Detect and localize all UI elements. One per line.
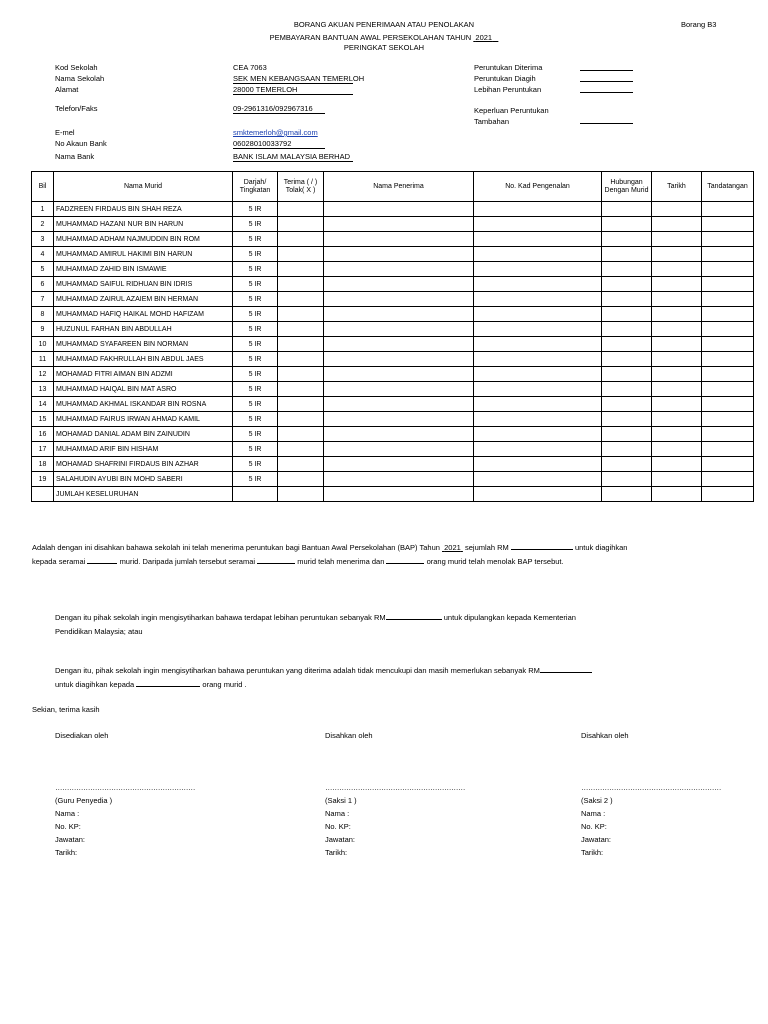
cell-bil: 12 [32,367,54,382]
cell-nama-penerima[interactable] [324,217,474,232]
cell-darjah: 5 IR [233,277,278,292]
keperluan-field[interactable] [580,123,633,124]
form-title-line1: BORANG AKUAN PENERIMAAN ATAU PENOLAKAN [293,20,475,29]
cell-darjah: 5 IR [233,367,278,382]
signature-role: (Saksi 1 ) [325,796,357,805]
cell-kad[interactable] [474,262,602,277]
table-header-row [32,172,754,202]
cell-tarikh[interactable] [652,262,702,277]
table-row [32,382,754,397]
paragraph-confirmation: Adalah dengan ini disahkan bahawa sekolah ini telah menerima peruntukan bagi Bantuan Awal Persekolahan (BAP) Tahun 2021 sejumlah RM untuk diagihkan kepada seramai murid. Daripada jumlah tersebut seramai murid telah menerima dan orang murid telah menolak BAP tersebut. [32,543,628,566]
cell-tarikh[interactable] [652,217,702,232]
cell-tandatangan[interactable] [702,457,754,472]
cell-nama-penerima[interactable] [324,247,474,262]
cell-tandatangan[interactable] [702,262,754,277]
nama-sekolah-label: Nama Sekolah [55,74,105,83]
header-hubungan: Hubungan Dengan Murid [602,172,652,202]
table-row [32,367,754,382]
cell-terima[interactable] [278,292,324,307]
form-title-line3: PERINGKAT SEKOLAH [343,43,425,52]
table-total-row [32,487,754,502]
table-row [32,292,754,307]
table-row [32,202,754,217]
cell-darjah: 5 IR [233,307,278,322]
table-row [32,397,754,412]
cell-nama-penerima[interactable] [324,472,474,487]
cell-nama-murid: MUHAMMAD FAIRUS IRWAN AHMAD KAMIL [54,412,233,427]
akaun-value: 06028010033792 [233,139,325,149]
lebihan-field[interactable] [580,92,633,93]
cell-nama-penerima[interactable] [324,232,474,247]
cell-nama-penerima[interactable] [324,322,474,337]
cell-hubungan[interactable] [602,277,652,292]
cell-tandatangan[interactable] [702,352,754,367]
cell-hubungan[interactable] [602,307,652,322]
cell-tarikh[interactable] [652,457,702,472]
cell-nama-penerima[interactable] [324,367,474,382]
cell-nama-murid: MUHAMMAD ZAHID BIN ISMAWIE [54,262,233,277]
paragraph-lebihan: Dengan itu pihak sekolah ingin mengisytiharkan bahawa terdapat lebihan peruntukan sebanyak RM untuk dipulangkan kepada Kementerian Pendidikan Malaysia; atau [55,613,576,636]
cell-darjah: 5 IR [233,322,278,337]
cell-hubungan[interactable] [602,382,652,397]
cell-kad[interactable] [474,247,602,262]
cell-bil: 6 [32,277,54,292]
cell-darjah: 5 IR [233,427,278,442]
lebihan-label: Lebihan Peruntukan [474,85,542,94]
table-row [32,307,754,322]
cell-nama-penerima[interactable] [324,202,474,217]
cell-tarikh[interactable] [652,307,702,322]
cell-kad[interactable] [474,277,602,292]
cell-darjah: 5 IR [233,217,278,232]
signature-line: …………………………………………………… [325,783,465,792]
signature-jawatan-label: Jawatan: [325,835,356,844]
cell-tandatangan[interactable] [702,247,754,262]
form-code: Borang B3 [681,20,717,29]
cell-tarikh[interactable] [652,202,702,217]
bank-value: BANK ISLAM MALAYSIA BERHAD [233,152,353,162]
telefon-value: 09-2961316/092967316 [233,104,325,114]
signature-heading: Disahkan oleh [581,731,629,740]
cell-hubungan[interactable] [602,397,652,412]
cell-nama-murid: MOHAMAD SHAFRINI FIRDAUS BIN AZHAR [54,457,233,472]
table-row [32,337,754,352]
cell-nama-murid: MUHAMMAD AKHMAL ISKANDAR BIN ROSNA [54,397,233,412]
cell-kad[interactable] [474,307,602,322]
cell-tandatangan[interactable] [702,232,754,247]
diagih-field[interactable] [580,81,633,82]
student-table [31,171,754,502]
cell-tandatangan[interactable] [702,472,754,487]
nama-sekolah-value: SEK MEN KEBANGSAAN TEMERLOH [233,74,365,83]
cell-kad[interactable] [474,352,602,367]
signature-line: …………………………………………………… [581,783,721,792]
cell-nama-penerima[interactable] [324,412,474,427]
cell-bil: 15 [32,412,54,427]
cell-tarikh[interactable] [652,367,702,382]
akaun-label: No Akaun Bank [55,139,107,148]
cell-hubungan[interactable] [602,262,652,277]
diterima-field[interactable] [580,70,633,71]
header-darjah: Darjah/ Tingkatan [233,172,278,202]
cell-nama-penerima[interactable] [324,427,474,442]
kod-label: Kod Sekolah [55,63,98,72]
cell-hubungan[interactable] [602,427,652,442]
table-row [32,427,754,442]
cell-terima[interactable] [278,472,324,487]
bank-label: Nama Bank [55,152,95,161]
cell-bil: 19 [32,472,54,487]
cell-bil: 13 [32,382,54,397]
cell-terima[interactable] [278,382,324,397]
cell-bil: 4 [32,247,54,262]
cell-tarikh[interactable] [652,382,702,397]
total-cell [32,487,54,502]
cell-hubungan[interactable] [602,292,652,307]
table-row [32,247,754,262]
cell-hubungan[interactable] [602,457,652,472]
cell-terima[interactable] [278,397,324,412]
cell-bil: 11 [32,352,54,367]
cell-nama-murid: MUHAMMAD HAZANI NUR BIN HARUN [54,217,233,232]
cell-bil: 1 [32,202,54,217]
tambahan-rm-field[interactable] [540,665,592,673]
cell-nama-murid: MUHAMMAD SYAFAREEN BIN NORMAN [54,337,233,352]
cell-nama-murid: MUHAMMAD FAKHRULLAH BIN ABDUL JAES [54,352,233,367]
cell-darjah: 5 IR [233,472,278,487]
cell-kad[interactable] [474,202,602,217]
cell-terima[interactable] [278,367,324,382]
cell-terima[interactable] [278,442,324,457]
cell-hubungan[interactable] [602,322,652,337]
cell-kad[interactable] [474,217,602,232]
signature-jawatan-label: Jawatan: [55,835,86,844]
cell-bil: 16 [32,427,54,442]
cell-nama-murid: MUHAMMAD ZAIRUL AZAIEM BIN HERMAN [54,292,233,307]
cell-darjah: 5 IR [233,292,278,307]
cell-hubungan[interactable] [602,352,652,367]
total-cell [474,487,602,502]
cell-nama-murid: MUHAMMAD SAIFUL RIDHUAN BIN IDRIS [54,277,233,292]
cell-bil: 5 [32,262,54,277]
cell-darjah: 5 IR [233,442,278,457]
cell-tarikh[interactable] [652,397,702,412]
signature-nama-label: Nama : [581,809,606,818]
cell-bil: 9 [32,322,54,337]
cell-terima[interactable] [278,457,324,472]
cell-hubungan[interactable] [602,217,652,232]
cell-tarikh[interactable] [652,427,702,442]
cell-tarikh[interactable] [652,322,702,337]
menolak-field[interactable] [386,556,424,564]
cell-darjah: 5 IR [233,382,278,397]
cell-kad[interactable] [474,442,602,457]
cell-terima[interactable] [278,232,324,247]
cell-terima[interactable] [278,262,324,277]
total-cell [324,487,474,502]
cell-kad[interactable] [474,382,602,397]
email-link[interactable]: smktemerloh@gmail.com [233,128,318,137]
cell-tarikh[interactable] [652,442,702,457]
cell-bil: 3 [32,232,54,247]
cell-darjah: 5 IR [233,232,278,247]
cell-tandatangan[interactable] [702,367,754,382]
cell-kad[interactable] [474,412,602,427]
cell-terima[interactable] [278,352,324,367]
cell-tarikh[interactable] [652,472,702,487]
cell-tandatangan[interactable] [702,382,754,397]
cell-nama-murid: MOHAMAD DANIAL ADAM BIN ZAINUDIN [54,427,233,442]
diterima-label: Peruntukan Diterima [474,63,543,72]
signature-role: (Guru Penyedia ) [55,796,113,805]
cell-nama-murid: MOHAMAD FITRI AIMAN BIN ADZMI [54,367,233,382]
cell-tandatangan[interactable] [702,277,754,292]
cell-terima[interactable] [278,307,324,322]
kod-value: CEA 7063 [233,63,267,72]
cell-bil: 10 [32,337,54,352]
telefon-label: Telefon/Faks [55,104,98,113]
cell-tandatangan[interactable] [702,322,754,337]
cell-nama-murid: MUHAMMAD ARIF BIN HISHAM [54,442,233,457]
signature-jawatan-label: Jawatan: [581,835,612,844]
signature-role: (Saksi 2 ) [581,796,613,805]
cell-hubungan[interactable] [602,442,652,457]
signature-kp-label: No. KP: [325,822,351,831]
cell-nama-penerima[interactable] [324,292,474,307]
signature-nama-label: Nama : [55,809,80,818]
menerima-field[interactable] [257,556,295,564]
header-kad: No. Kad Pengenalan [474,172,602,202]
cell-hubungan[interactable] [602,412,652,427]
cell-nama-murid: SALAHUDIN AYUBI BIN MOHD SABERI [54,472,233,487]
alamat-label: Alamat [55,85,79,94]
table-row [32,262,754,277]
cell-tarikh[interactable] [652,352,702,367]
table-row [32,232,754,247]
header-nama-murid: Nama Murid [54,172,233,202]
cell-kad[interactable] [474,472,602,487]
cell-tarikh[interactable] [652,412,702,427]
cell-terima[interactable] [278,427,324,442]
total-cell [702,487,754,502]
signature-nama-label: Nama : [325,809,350,818]
cell-tandatangan[interactable] [702,307,754,322]
cell-tandatangan[interactable] [702,397,754,412]
cell-nama-penerima[interactable] [324,337,474,352]
cell-terima[interactable] [278,247,324,262]
cell-nama-murid: MUHAMMAD HAFIQ HAIKAL MOHD HAFIZAM [54,307,233,322]
cell-hubungan[interactable] [602,337,652,352]
lebihan-rm-field[interactable] [386,612,442,620]
jumlah-rm-field[interactable] [511,542,573,550]
cell-tarikh[interactable] [652,292,702,307]
cell-kad[interactable] [474,337,602,352]
cell-kad[interactable] [474,427,602,442]
cell-darjah: 5 IR [233,247,278,262]
cell-hubungan[interactable] [602,472,652,487]
cell-bil: 14 [32,397,54,412]
diagih-label: Peruntukan Diagih [474,74,536,83]
cell-tandatangan[interactable] [702,217,754,232]
cell-kad[interactable] [474,367,602,382]
cell-nama-penerima[interactable] [324,262,474,277]
header-terima: Terima ( / ) Tolak( X ) [278,172,324,202]
cell-nama-murid: MUHAMMAD ADHAM NAJMUDDIN BIN ROM [54,232,233,247]
closing-text: Sekian, terima kasih [32,705,100,714]
cell-kad[interactable] [474,292,602,307]
cell-nama-murid: FADZREEN FIRDAUS BIN SHAH REZA [54,202,233,217]
cell-tandatangan[interactable] [702,412,754,427]
cell-terima[interactable] [278,277,324,292]
cell-tarikh[interactable] [652,277,702,292]
cell-tarikh[interactable] [652,247,702,262]
cell-darjah: 5 IR [233,457,278,472]
tambahan-murid-field[interactable] [136,679,200,687]
cell-terima[interactable] [278,412,324,427]
cell-hubungan[interactable] [602,202,652,217]
header-tarikh: Tarikh [652,172,702,202]
cell-tandatangan[interactable] [702,442,754,457]
cell-darjah: 5 IR [233,352,278,367]
cell-bil: 2 [32,217,54,232]
cell-nama-penerima[interactable] [324,442,474,457]
cell-nama-penerima[interactable] [324,307,474,322]
cell-nama-penerima[interactable] [324,277,474,292]
total-cell [652,487,702,502]
form-title-year: 2021 [475,33,493,42]
table-row [32,442,754,457]
seramai-field[interactable] [87,556,117,564]
cell-bil: 17 [32,442,54,457]
total-cell [602,487,652,502]
signature-tarikh-label: Tarikh: [55,848,78,857]
cell-kad[interactable] [474,232,602,247]
table-row [32,457,754,472]
cell-tandatangan[interactable] [702,292,754,307]
cell-bil: 7 [32,292,54,307]
table-row [32,412,754,427]
total-label: JUMLAH KESELURUHAN [54,487,233,502]
cell-nama-penerima[interactable] [324,382,474,397]
keperluan-label-1: Keperluan Peruntukan [474,106,549,115]
cell-nama-murid: MUHAMMAD AMIRUL HAKIMI BIN HARUN [54,247,233,262]
alamat-value: 28000 TEMERLOH [233,85,353,95]
paragraph-tambahan: Dengan itu, pihak sekolah ingin mengisytiharkan bahawa peruntukan yang diterima adalah tidak mencukupi dan masih memerlukan sebanyak RM untuk diagihkan kepada orang murid . [55,664,755,692]
cell-nama-penerima[interactable] [324,352,474,367]
cell-bil: 8 [32,307,54,322]
signature-heading: Disahkan oleh [325,731,373,740]
header-bil: Bil [32,172,54,202]
cell-terima[interactable] [278,322,324,337]
cell-hubungan[interactable] [602,367,652,382]
cell-darjah: 5 IR [233,397,278,412]
cell-tarikh[interactable] [652,337,702,352]
cell-hubungan[interactable] [602,232,652,247]
cell-bil: 18 [32,457,54,472]
form-title-line2 [0,33,768,42]
cell-terima[interactable] [278,217,324,232]
email-label: E-mel [55,128,75,137]
cell-tarikh[interactable] [652,232,702,247]
table-row [32,472,754,487]
cell-tandatangan[interactable] [702,427,754,442]
cell-darjah: 5 IR [233,202,278,217]
cell-nama-murid: MUHAMMAD HAIQAL BIN MAT ASRO [54,382,233,397]
cell-kad[interactable] [474,457,602,472]
signature-line: …………………………………………………… [55,783,195,792]
table-row [32,322,754,337]
cell-darjah: 5 IR [233,262,278,277]
cell-nama-penerima[interactable] [324,397,474,412]
header-nama-penerima: Nama Penerima [324,172,474,202]
cell-tandatangan[interactable] [702,202,754,217]
form-title-prefix: PEMBAYARAN BANTUAN AWAL PERSEKOLAHAN TAHUN [269,33,472,42]
cell-kad[interactable] [474,322,602,337]
cell-terima[interactable] [278,337,324,352]
signature-heading: Disediakan oleh [55,731,109,740]
signature-tarikh-label: Tarikh: [325,848,348,857]
signature-kp-label: No. KP: [55,822,81,831]
cell-nama-murid: HUZUNUL FARHAN BIN ABDULLAH [54,322,233,337]
table-row [32,277,754,292]
cell-nama-penerima[interactable] [324,457,474,472]
keperluan-label-2: Tambahan [474,117,510,126]
total-cell [233,487,278,502]
cell-kad[interactable] [474,397,602,412]
table-row [32,352,754,367]
signature-kp-label: No. KP: [581,822,607,831]
cell-hubungan[interactable] [602,247,652,262]
cell-darjah: 5 IR [233,337,278,352]
cell-tandatangan[interactable] [702,337,754,352]
header-tandatangan: Tandatangan [702,172,754,202]
signature-tarikh-label: Tarikh: [581,848,604,857]
total-cell [278,487,324,502]
table-row [32,217,754,232]
cell-darjah: 5 IR [233,412,278,427]
cell-terima[interactable] [278,202,324,217]
